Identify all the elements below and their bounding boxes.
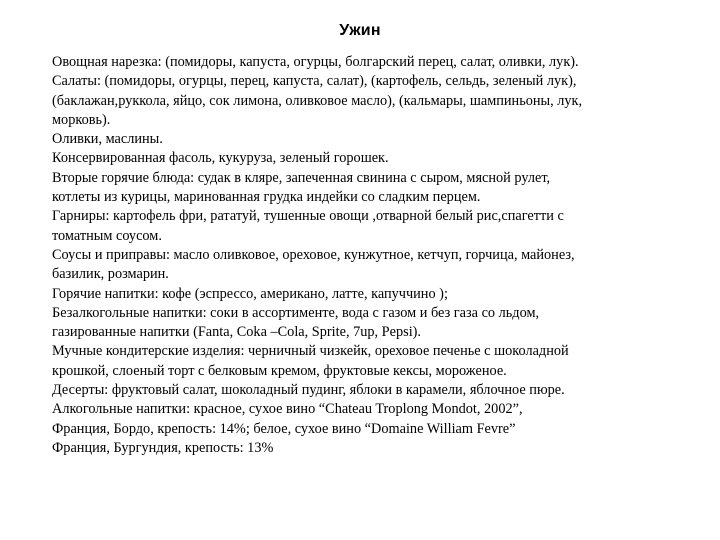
menu-text: [52, 53, 682, 458]
text-line: Десерты: фруктовый салат, шоколадный пудинг, яблоки в карамели, яблочное пюре.: [52, 382, 565, 399]
text-line: базилик, розмарин.: [52, 266, 169, 283]
text-line: Мучные кондитерские изделия: черничный чизкейк, ореховое печенье с шоколадной: [52, 343, 569, 360]
page-title: Ужин: [339, 22, 381, 39]
text-line: Алкогольные напитки: красное, сухое вино “Chateau Troplong Mondot, 2002”,: [52, 401, 523, 418]
text-line: Безалкогольные напитки: соки в ассортименте, вода с газом и без газа со льдом,: [52, 304, 540, 321]
text-line: котлеты из курицы, маринованная грудка индейки со сладким перцем.: [52, 189, 481, 206]
text-line: Оливки, маслины.: [52, 131, 163, 148]
text-line: Салаты: (помидоры, огурцы, перец, капуста, салат), (картофель, сельдь, зеленый лук),: [52, 73, 577, 90]
text-line: Франция, Бордо, крепость: 14%; белое, сухое вино “Domaine William Fevre”: [52, 420, 516, 437]
text-line: томатным соусом.: [52, 227, 162, 244]
text-line: Консервированная фасоль, кукуруза, зеленый горошек.: [52, 150, 389, 167]
text-line: Гарниры: картофель фри, рататуй, тушенные овощи ,отварной белый рис,спагетти с: [52, 208, 564, 225]
text-line: газированные напитки (Fanta, Coka –Cola, Sprite, 7up, Pepsi).: [52, 324, 422, 341]
text-line: Горячие напитки: кофе (эспрессо, американо, латте, капуччино );: [52, 285, 448, 302]
text-line: Франция, Бургундия, крепость: 13%: [52, 439, 274, 456]
text-line: Соусы и приправы: масло оливковое, ореховое, кунжутное, кетчуп, горчица, майонез,: [52, 246, 575, 263]
text-line: морковь).: [52, 111, 111, 128]
text-line: крошкой, слоеный торт с белковым кремом, фруктовые кексы, мороженое.: [52, 362, 507, 379]
text-line: Овощная нарезка: (помидоры, капуста, огурцы, болгарский перец, салат, оливки, лук).: [52, 54, 579, 70]
text-line: (баклажан,руккола, яйцо, сок лимона, оливковое масло), (кальмары, шампиньоны, лук,: [52, 92, 583, 109]
text-line: Вторые горячие блюда: судак в кляре, запеченная свинина с сыром, мясной рулет,: [52, 169, 551, 186]
